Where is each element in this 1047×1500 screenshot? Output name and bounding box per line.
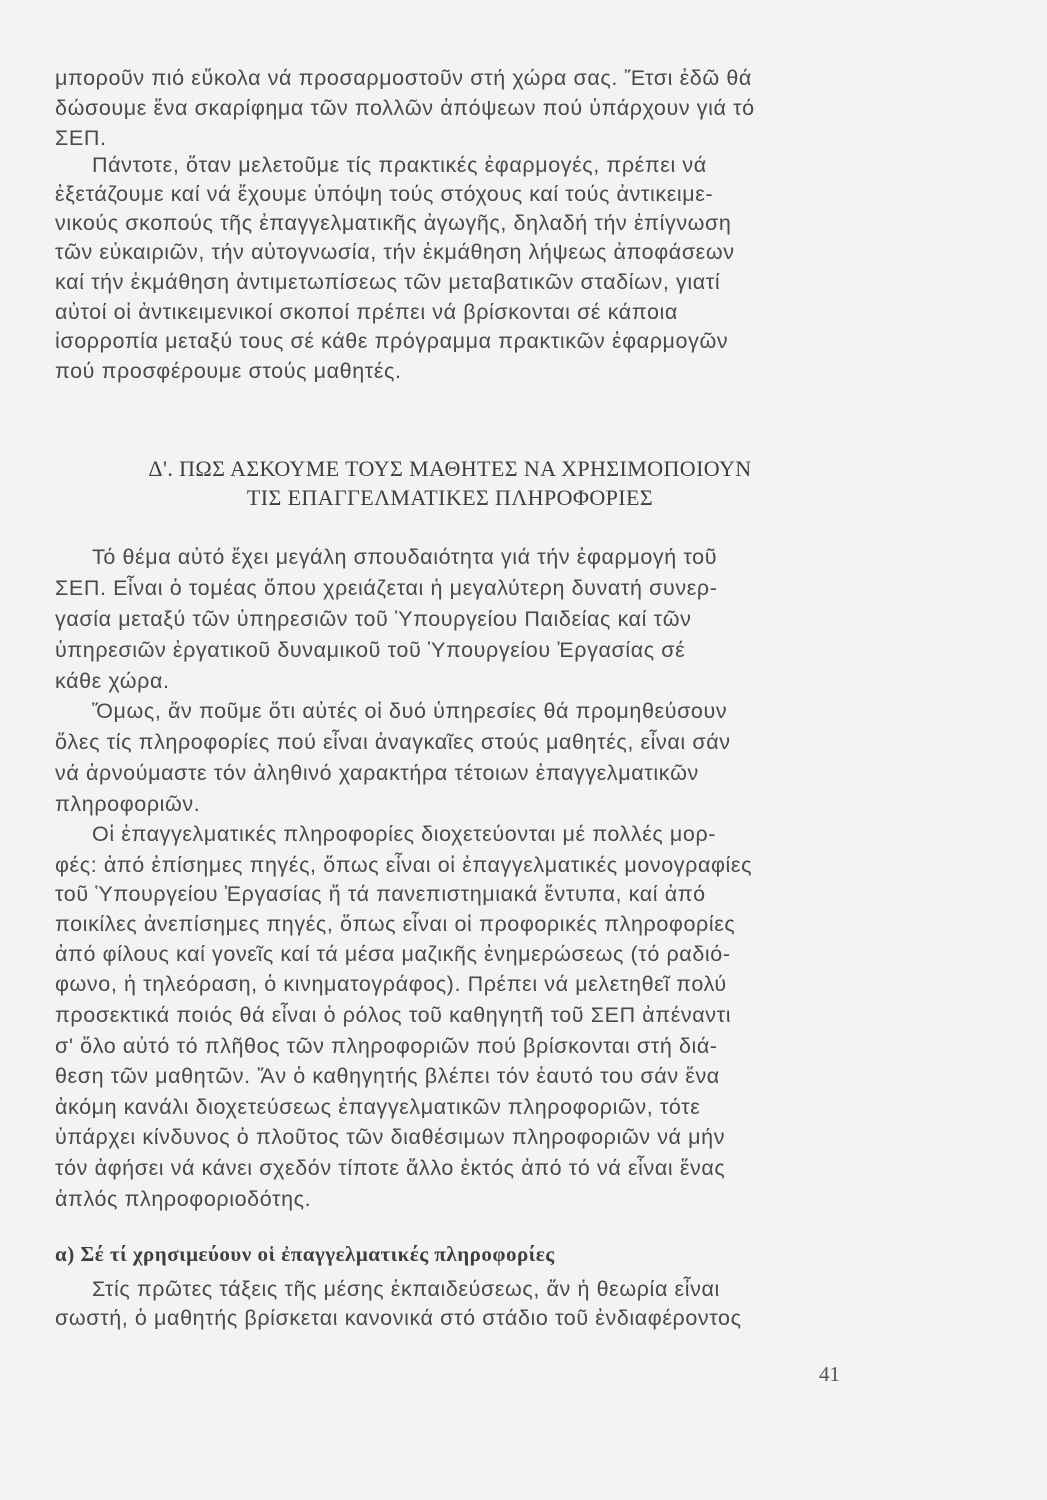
section-heading: Δ'. ΠΩΣ ΑΣΚΟΥΜΕ ΤΟΥΣ ΜΑΘΗΤΕΣ ΝΑ ΧΡΗΣΙΜΟΠΟΙΟΥΝ <box>148 456 752 481</box>
text-line: ἀκόμη κανάλι διοχετεύσεως ἐπαγγελματικῶν πληροφοριῶν, τότε <box>55 1095 701 1119</box>
text-line: σ' ὅλο αὐτό τό πλῆθος τῶν πληροφοριῶν πού βρίσκονται στή διά- <box>55 1034 718 1058</box>
page-number: 41 <box>819 1362 840 1386</box>
text-line: ὑπάρχει κίνδυνος ὁ πλοῦτος τῶν διαθέσιμων πληροφοριῶν νά μήν <box>55 1125 726 1149</box>
text-line: δώσουμε ἕνα σκαρίφημα τῶν πολλῶν ἀπόψεων πού ὑπάρχουν γιά τό <box>55 96 755 120</box>
text-line: προσεκτικά ποιός θά εἶναι ὁ ρόλος τοῦ καθηγητῆ τοῦ ΣΕΠ ἀπέναντι <box>55 1003 732 1027</box>
text-line: ποικίλες ἀνεπίσημες πηγές, ὅπως εἶναι οἱ προφορικές πληροφορίες <box>55 912 736 936</box>
text-line: ὅλες τίς πληροφορίες πού εἶναι ἀναγκαῖες στούς μαθητές, εἶναι σάν <box>55 730 731 754</box>
text-line: κάθε χώρα. <box>55 669 170 693</box>
text-line: Στίς πρῶτες τάξεις τῆς μέσης ἐκπαιδεύσεως, ἄν ἡ θεωρία εἶναι <box>92 1277 720 1301</box>
text-line: ἐξετάζουμε καί νά ἔχουμε ὑπόψη τούς στόχους καί τούς ἀντικειμε- <box>55 182 714 206</box>
text-line: ΣΕΠ. <box>55 126 107 150</box>
text-line: νά ἀρνούμαστε τόν ἀληθινό χαρακτήρα τέτοιων ἐπαγγελματικῶν <box>55 761 699 785</box>
text-line: τοῦ Ὑπουργείου Ἐργασίας ἤ τά πανεπιστημιακά ἔντυπα, καί ἀπό <box>55 882 706 906</box>
text-line: θεση τῶν μαθητῶν. Ἄν ὁ καθηγητής βλέπει τόν ἑαυτό του σάν ἕνα <box>55 1064 720 1088</box>
text-line: ἰσορροπία μεταξύ τους σέ κάθε πρόγραμμα πρακτικῶν ἐφαρμογῶν <box>55 329 729 353</box>
text-line: φωνο, ἡ τηλεόραση, ὁ κινηματογράφος). Πρέπει νά μελετηθεῖ πολύ <box>55 972 727 996</box>
text-line: πού προσφέρουμε στούς μαθητές. <box>55 359 402 383</box>
text-line: ΣΕΠ. Εἶναι ὁ τομέας ὅπου χρειάζεται ἡ μεγαλύτερη δυνατή συνερ- <box>55 576 718 600</box>
text-line: Ὅμως, ἄν ποῦμε ὅτι αὐτές οἱ δυό ὑπηρεσίες θά προμηθεύσουν <box>92 699 728 723</box>
subsection-heading: α) Σέ τί χρησιμεύουν οἱ ἐπαγγελματικές πληροφορίες <box>55 1242 555 1266</box>
text-line: τῶν εὐκαιριῶν, τήν αὐτογνωσία, τήν ἐκμάθηση λήψεως ἀποφάσεων <box>55 240 735 264</box>
text-line: γασία μεταξύ τῶν ὑπηρεσιῶν τοῦ Ὑπουργείου Παιδείας καί τῶν <box>55 607 692 631</box>
text-line: μποροῦν πιό εὔκολα νά προσαρμοστοῦν στή χώρα σας. Ἔτσι ἐδῶ θά <box>55 66 752 90</box>
section-heading: ΤΙΣ ΕΠΑΓΓΕΛΜΑΤΙΚΕΣ ΠΛΗΡΟΦΟΡΙΕΣ <box>246 485 654 510</box>
text-line: ἀπό φίλους καί γονεῖς καί τά μέσα μαζικῆς ἐνημερώσεως (τό ραδιό- <box>55 942 731 966</box>
text-line: σωστή, ὁ μαθητής βρίσκεται κανονικά στό στάδιο τοῦ ἐνδιαφέροντος <box>55 1306 742 1330</box>
text-line: φές: ἀπό ἐπίσημες πηγές, ὅπως εἶναι οἱ ἐπαγγελματικές μονογραφίες <box>55 853 753 877</box>
text-line: ἁπλός πληροφοριοδότης. <box>55 1187 312 1211</box>
text-line: αὐτοί οἱ ἀντικειμενικοί σκοποί πρέπει νά βρίσκονται σέ κάποια <box>55 300 678 324</box>
text-line: πληροφοριῶν. <box>55 792 201 816</box>
text-line: νικούς σκοπούς τῆς ἐπαγγελματικῆς ἀγωγῆς, δηλαδή τήν ἐπίγνωση <box>55 211 732 235</box>
text-line: ὑπηρεσιῶν ἐργατικοῦ δυναμικοῦ τοῦ Ὑπουργείου Ἐργασίας σέ <box>55 638 686 662</box>
text-line: καί τήν ἐκμάθηση ἀντιμετωπίσεως τῶν μεταβατικῶν σταδίων, γιατί <box>55 270 721 294</box>
text-line: Πάντοτε, ὅταν μελετοῦμε τίς πρακτικές ἐφαρμογές, πρέπει νά <box>92 153 707 177</box>
text-line: Τό θέμα αὐτό ἔχει μεγάλη σπουδαιότητα γιά τήν ἐφαρμογή τοῦ <box>92 545 718 569</box>
text-line: Οἱ ἐπαγγελματικές πληροφορίες διοχετεύονται μέ πολλές μορ- <box>92 822 717 846</box>
text-line: τόν ἀφήσει νά κάνει σχεδόν τίποτε ἄλλο ἐκτός ἀπό τό νά εἶναι ἕνας <box>55 1156 726 1180</box>
